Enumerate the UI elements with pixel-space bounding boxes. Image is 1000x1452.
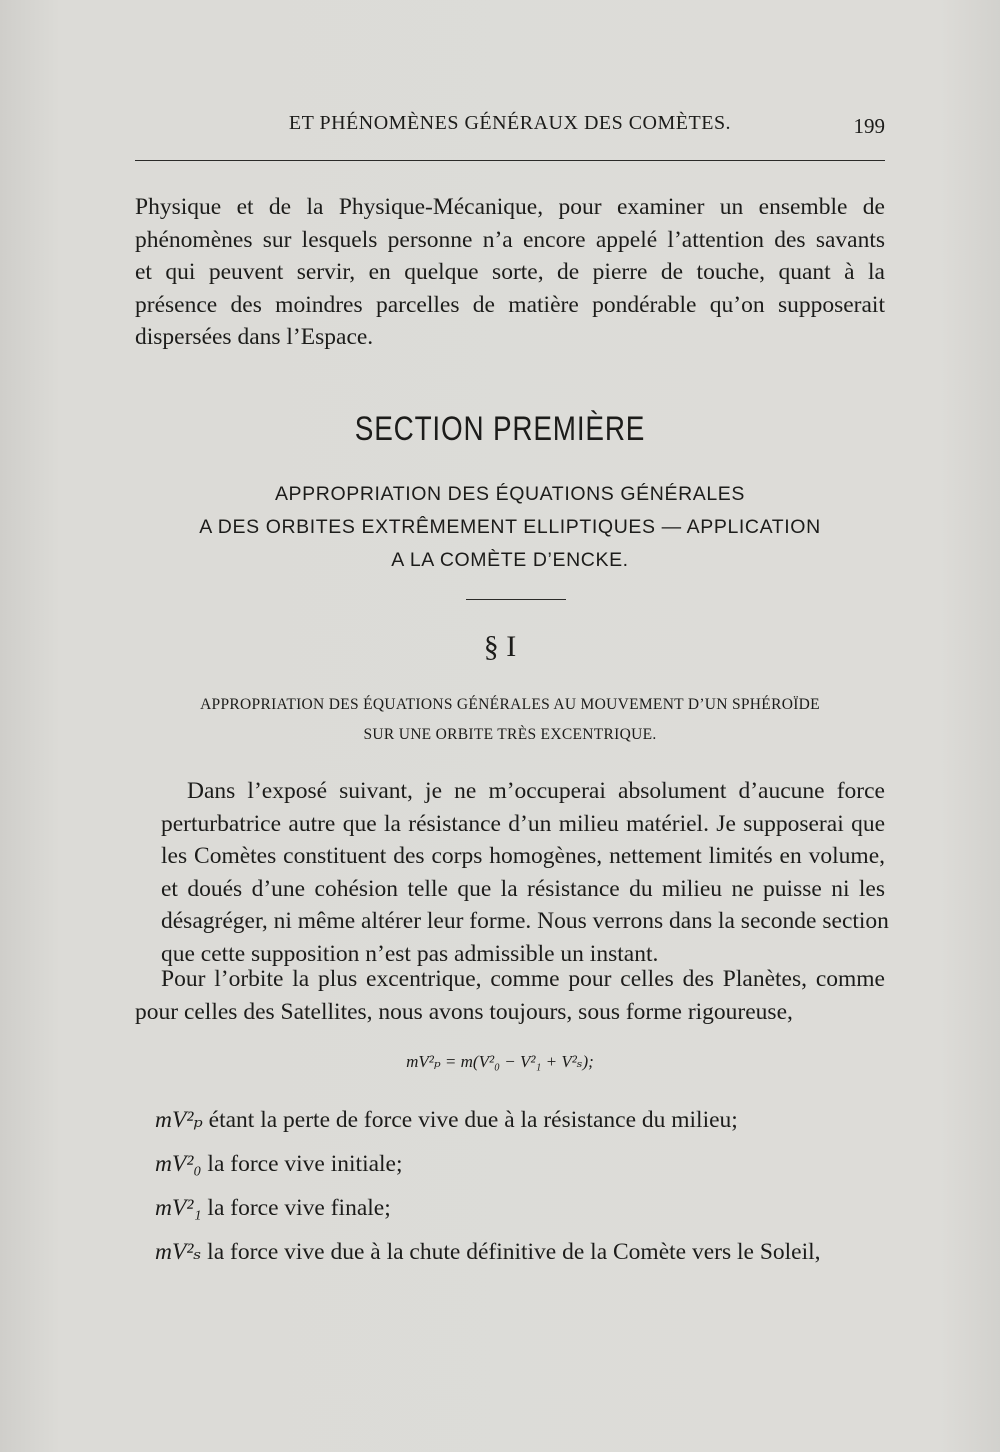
- definition-list: [155, 1098, 885, 1274]
- subtitle-line: A LA COMÈTE D’ENCKE.: [391, 549, 629, 571]
- definition-symbol: mV²₁: [155, 1195, 202, 1221]
- definition-text: étant la perte de force vive due à la résistance du milieu;: [208, 1107, 738, 1133]
- section-subtitle: [135, 478, 885, 577]
- body-paragraph-2: [135, 963, 885, 1028]
- subsection-heading-line: APPROPRIATION DES ÉQUATIONS GÉNÉRALES AU MOUVEMENT D’UN SPHÉROÏDE: [200, 696, 820, 713]
- subtitle-line: APPROPRIATION DES ÉQUATIONS GÉNÉRALES: [274, 483, 746, 505]
- text-line: et qui peuvent servir, en quelque sorte, de pierre de touche, quant à la: [135, 259, 885, 285]
- section-divider: [466, 599, 566, 600]
- subsection-number: § I: [483, 630, 517, 663]
- text-line: phénomènes sur lesquels personne n’a encore appelé l’attention des savants: [135, 226, 885, 253]
- definition-text: la force vive due à la chute définitive de la Comète vers le Soleil,: [207, 1239, 821, 1265]
- definition-symbol: mV²ₛ: [155, 1239, 202, 1265]
- text-line: que cette supposition n’est pas admissible un instant.: [161, 940, 659, 967]
- definition-symbol: mV²₀: [155, 1151, 202, 1177]
- text-line: perturbatrice autre que la résistance d’un milieu matériel. Je supposerai que: [161, 810, 885, 837]
- section-title: SECTION PREMIÈRE: [354, 410, 646, 448]
- intro-paragraph: [135, 191, 885, 354]
- text-line: dispersées dans l’Espace.: [135, 324, 374, 350]
- page-number: 199: [853, 114, 885, 138]
- subtitle-line: A DES ORBITES EXTRÊMEMENT ELLIPTIQUES — APPLICATION: [199, 516, 821, 538]
- equation: mV²ₚ = m(V²₀ − V²₁ + V²ₛ);: [406, 1052, 594, 1071]
- text-line: Physique et de la Physique-Mécanique, pour examiner un ensemble de: [135, 194, 885, 220]
- body-paragraph-1: [135, 775, 889, 970]
- definition-item: [155, 1142, 885, 1186]
- running-head-title: ET PHÉNOMÈNES GÉNÉRAUX DES COMÈTES.: [288, 112, 732, 134]
- text-line: désagréger, ni même altérer leur forme. Nous verrons dans la seconde section: [161, 908, 889, 934]
- text-line: Dans l’exposé suivant, je ne m’occuperai absolument d’aucune force: [187, 778, 885, 804]
- definition-item: [155, 1186, 885, 1230]
- text-line: et doués d’une cohésion telle que la résistance du milieu ne puisse ni les: [161, 875, 885, 902]
- subsection-heading: [135, 690, 885, 750]
- text-line: Pour l’orbite la plus excentrique, comme pour celles des Planètes, comme: [161, 966, 885, 992]
- text-line: les Comètes constituent des corps homogènes, nettement limités en volume,: [161, 843, 885, 869]
- running-head: [135, 112, 885, 142]
- definition-item: [155, 1230, 885, 1274]
- definition-item: [155, 1098, 885, 1142]
- subsection-heading-line: SUR UNE ORBITE TRÈS EXCENTRIQUE.: [363, 726, 657, 743]
- text-line: présence des moindres parcelles de matière pondérable qu’on supposerait: [135, 291, 885, 318]
- text-line: pour celles des Satellites, nous avons toujours, sous forme rigoureuse,: [135, 998, 793, 1025]
- definition-text: la force vive initiale;: [207, 1151, 403, 1177]
- definition-symbol: mV²ₚ: [155, 1107, 203, 1133]
- header-rule: [135, 160, 885, 161]
- definition-text: la force vive finale;: [207, 1195, 391, 1221]
